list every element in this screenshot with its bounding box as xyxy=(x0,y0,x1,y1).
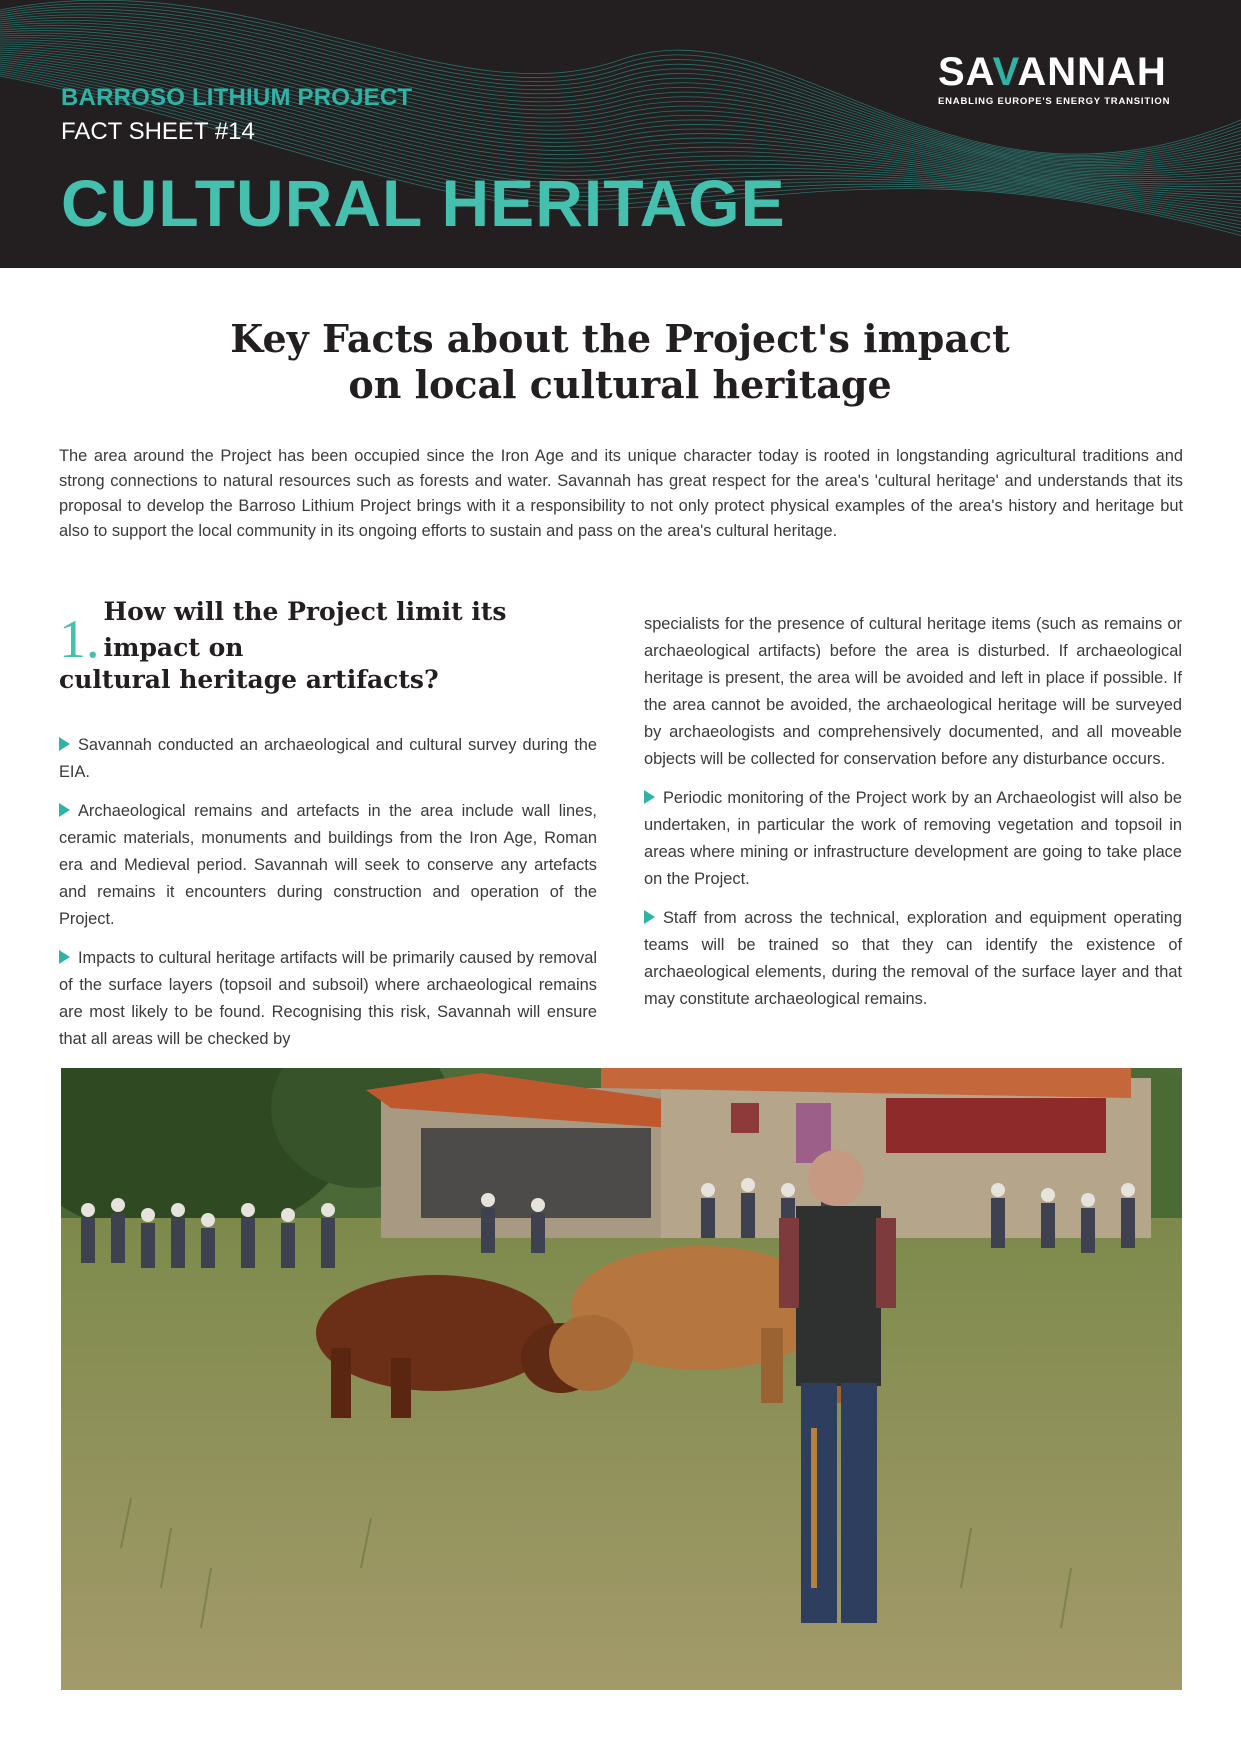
bullet-paragraph: Archaeological remains and artefacts in the area include wall lines, ceramic materials, monuments and buildings from the Iron Age, Roman era and Medieval period. Savannah will seek to conserve any artefacts and remains it encounters during construction and operation of the Project. xyxy=(59,802,597,928)
triangle-bullet-icon xyxy=(59,737,70,751)
document-title: CULTURAL HERITAGE xyxy=(61,166,786,240)
savannah-logo: SAVANNAH ENABLING EUROPE'S ENERGY TRANSITION xyxy=(938,52,1188,107)
header-band xyxy=(0,0,1241,268)
continued-paragraph: specialists for the presence of cultural heritage items (such as remains or archaeological artifacts) before the area is disturbed. If archaeological heritage is present, the area will be avoided and left in place if possible. If the area cannot be avoided, the archaeological heritage will be surveyed by archaeologists and comprehensively documented, and all moveable objects will be collected for conservation before any disturbance occurs. xyxy=(644,615,1182,768)
section-1-heading-line2: cultural heritage artifacts? xyxy=(59,665,439,694)
logo-tagline: ENABLING EUROPE'S ENERGY TRANSITION xyxy=(938,96,1171,107)
key-facts-heading: Key Facts about the Project's impact on local cultural heritage xyxy=(230,316,1010,407)
right-column xyxy=(644,611,1182,1013)
project-name: BARROSO LITHIUM PROJECT xyxy=(61,84,413,111)
triangle-bullet-icon xyxy=(59,950,70,964)
bullet-paragraph: Periodic monitoring of the Project work by an Archaeologist will also be undertaken, in particular the work of removing vegetation and topsoil in areas where mining or infrastructure development are going to take place on the Project. xyxy=(644,789,1182,888)
triangle-bullet-icon xyxy=(59,803,70,817)
triangle-bullet-icon xyxy=(644,910,655,924)
section-1-heading: 1. How will the Project limit its impact on xyxy=(59,597,507,669)
bullet-paragraph: Impacts to cultural heritage artifacts will be primarily caused by removal of the surface layers (topsoil and subsoil) where archaeological remains are most likely to be found. Recognising this risk, Savannah will ensure that all areas will be checked by xyxy=(59,949,597,1048)
triangle-bullet-icon xyxy=(644,790,655,804)
left-column xyxy=(59,594,597,1053)
bullet-paragraph: Savannah conducted an archaeological and cultural survey during the EIA. xyxy=(59,736,597,781)
intro-paragraph: The area around the Project has been occupied since the Iron Age and its unique character today is rooted in longstanding agricultural traditions and strong connections to natural resources such as forests and water. Savannah has great respect for the area's 'cultural heritage' and understands that its proposal to develop the Barroso Lithium Project brings with it a responsibility to not only protect physical examples of the area's history and heritage but also to support the local community in its ongoing efforts to sustain and pass on the area's cultural heritage. xyxy=(59,447,1183,540)
fact-sheet-number: FACT SHEET #14 xyxy=(61,118,255,145)
section-number: 1. xyxy=(59,609,100,669)
bullet-paragraph: Staff from across the technical, exploration and equipment operating teams will be trained so that they can identify the existence of archaeological elements, during the removal of the surface layer and that may constitute archaeological remains. xyxy=(644,909,1182,1008)
village-bullfight-photo xyxy=(61,1068,1182,1690)
